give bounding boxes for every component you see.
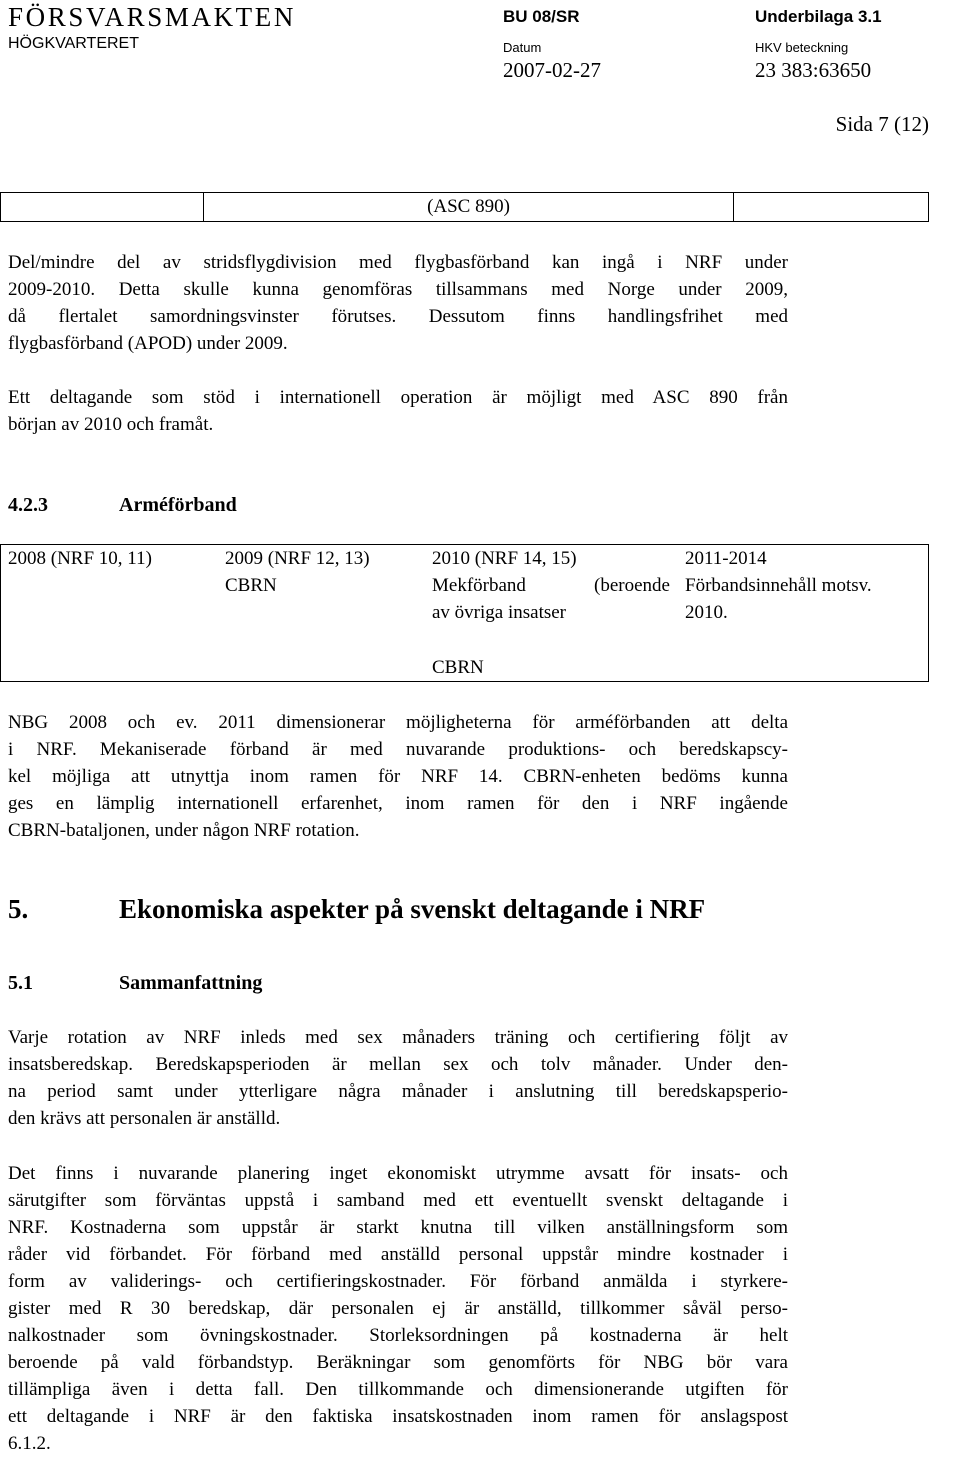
- table-header: 2008 (NRF 10, 11): [8, 548, 152, 569]
- text-line: beroende på vald förbandstyp. Beräkningar som genomförts för NBG bör vara: [8, 1352, 788, 1373]
- text-line: början av 2010 och framåt.: [8, 414, 214, 435]
- asc-table: [0, 192, 929, 222]
- table-cell: (ASC 890): [204, 193, 734, 222]
- paragraph-asc: [8, 384, 788, 438]
- text-line: särutgifter som förväntas uppstå i samband med ett eventuellt svenskt deltagande i: [8, 1190, 788, 1211]
- date-label: Datum: [503, 40, 542, 55]
- org-logo-text: FÖRSVARSMAKTEN: [8, 2, 296, 32]
- table-cell: av övriga insatser: [432, 602, 567, 623]
- chapter-heading: [8, 894, 705, 925]
- table-cell: 2010.: [685, 602, 728, 623]
- text-line: gister med R 30 beredskap, där personalen ej är anställd, tillkommer såväl perso-: [8, 1298, 788, 1319]
- annex-label: Underbilaga 3.1: [755, 7, 882, 26]
- text-line: CBRN-bataljonen, under någon NRF rotation.: [8, 820, 360, 841]
- subsection-title: Sammanfattning: [119, 972, 263, 994]
- subsection-heading: [8, 972, 262, 995]
- section-title: Arméförband: [119, 494, 237, 516]
- table-cell: [1, 193, 204, 222]
- table-header: 2011-2014: [685, 548, 767, 569]
- table-row: [1, 193, 929, 222]
- paragraph-nbg: [8, 709, 788, 844]
- text-line: form av validerings- och certifieringskostnader. För förband anmälda i styrkere-: [8, 1271, 788, 1292]
- date-value: 2007-02-27: [503, 58, 601, 82]
- text-line: Ett deltagande som stöd i internationell operation är möjligt med ASC 890 från: [8, 387, 788, 408]
- text-line: tillämpliga även i detta fall. Den tillkommande och dimensionerande utgiften för: [8, 1379, 788, 1400]
- text-line: ges en lämplig internationell erfarenhet, inom ramen för den i NRF ingående: [8, 793, 788, 814]
- hkv-reference: 23 383:63650: [755, 58, 872, 82]
- text-line: NRF. Kostnaderna som uppstår är starkt knutna till vilken anställningsform som: [8, 1217, 788, 1238]
- hkv-label: HKV beteckning: [755, 40, 849, 55]
- text-line: na period samt under ytterligare några månader i anslutning till beredskapsperio-: [8, 1081, 788, 1102]
- text-line: då flertalet samordningsvinster förutses. Dessutom finns handlingsfrihet med: [8, 306, 788, 327]
- text-line: i NRF. Mekaniserade förband är med nuvarande produktions- och beredskapscy-: [8, 739, 788, 760]
- hq-label: HÖGKVARTERET: [8, 35, 139, 52]
- text-line: Varje rotation av NRF inleds med sex månaders träning och certifiering följt av: [8, 1027, 788, 1048]
- document-id: BU 08/SR: [503, 7, 580, 26]
- text-line: 6.1.2.: [8, 1433, 51, 1454]
- section-number: 4.2.3: [8, 494, 48, 516]
- table-header: 2009 (NRF 12, 13): [225, 548, 370, 569]
- chapter-number: 5.: [8, 894, 29, 924]
- table-cell: [734, 193, 929, 222]
- text-line: 2009-2010. Detta skulle kunna genomföras tillsammans med Norge under 2009,: [8, 279, 788, 300]
- table-cell: Förbandsinnehåll motsv.: [685, 575, 872, 596]
- subsection-number: 5.1: [8, 972, 33, 994]
- paragraph-costs: [8, 1160, 788, 1457]
- table-cell: CBRN: [432, 657, 484, 678]
- text-line: Det finns i nuvarande planering inget ekonomiskt utrymme avsatt för insats- och: [8, 1163, 788, 1184]
- text-line: ett deltagande i NRF är den faktiska insatskostnaden inom ramen för anslagspost: [8, 1406, 788, 1427]
- text-line: flygbasförband (APOD) under 2009.: [8, 333, 288, 354]
- text-line: kel möjliga att utnyttja inom ramen för NRF 14. CBRN-enheten bedöms kunna: [8, 766, 788, 787]
- chapter-title: Ekonomiska aspekter på svenskt deltagande i NRF: [119, 894, 706, 924]
- text-line: NBG 2008 och ev. 2011 dimensionerar möjligheterna för arméförbanden att delta: [8, 712, 788, 733]
- text-line: den krävs att personalen är anställd.: [8, 1108, 281, 1129]
- text-line: Del/mindre del av stridsflygdivision med flygbasförband kan ingå i NRF under: [8, 252, 788, 273]
- text-line: råder vid förbandet. För förband med anställd personal uppstår mindre kostnader i: [8, 1244, 788, 1265]
- paragraph-rotation: [8, 1024, 788, 1132]
- table-header: 2010 (NRF 14, 15): [432, 548, 577, 569]
- table-cell: CBRN: [225, 575, 277, 596]
- text-line: nalkostnader som övningskostnader. Storleksordningen på kostnaderna är helt: [8, 1325, 788, 1346]
- paragraph-flight: [8, 249, 788, 357]
- page-number: Sida 7 (12): [835, 112, 929, 136]
- table-cell: Mekförband (beroende: [432, 575, 670, 596]
- text-line: insatsberedskap. Beredskapsperioden är mellan sex och tolv månader. Under den-: [8, 1054, 788, 1075]
